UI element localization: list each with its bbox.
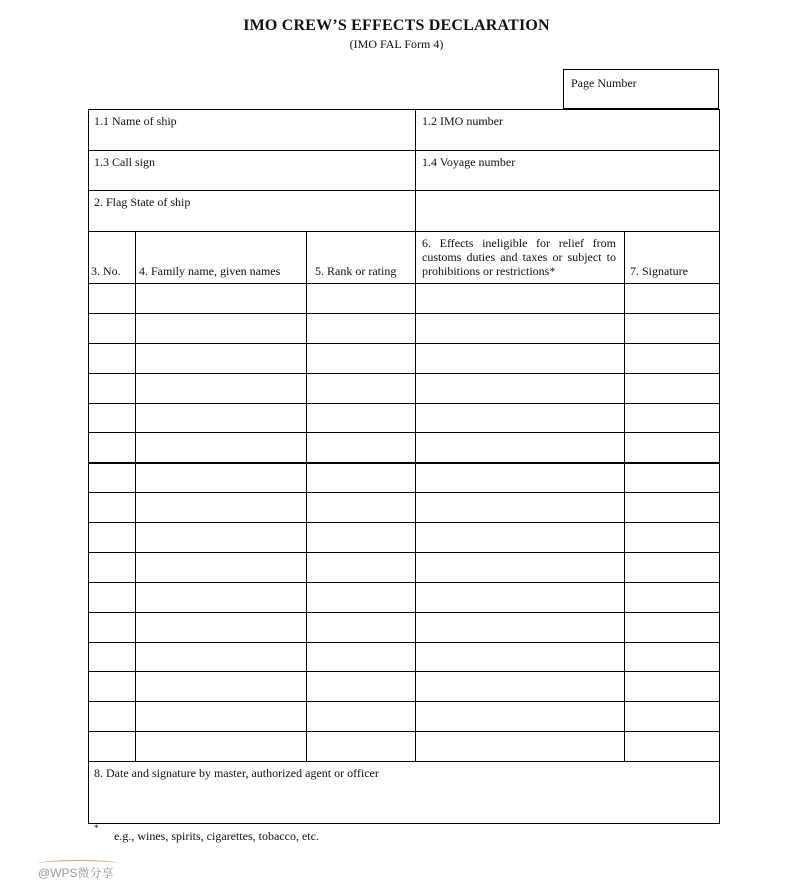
table-row-divider (89, 582, 719, 583)
column-no-header: 3. No. (91, 264, 121, 278)
imo-number-label: 1.2 IMO number (422, 114, 503, 128)
voyage-number-label: 1.4 Voyage number (422, 155, 516, 169)
table-row-divider (89, 313, 719, 314)
form-subtitle: (IMO FAL Form 4) (349, 37, 444, 51)
footnote-text: e.g., wines, spirits, cigarettes, tobacco, etc. (114, 829, 319, 843)
column-family-name-header: 4. Family name, given names (139, 264, 281, 278)
column-divider (415, 231, 416, 761)
flag-state-label: 2. Flag State of ship (94, 195, 191, 209)
page-number-label: Page Number (571, 76, 637, 90)
row-divider (89, 190, 719, 191)
table-row-divider (89, 373, 719, 374)
table-row-divider (89, 731, 719, 732)
watermark-arc-icon (38, 860, 118, 867)
table-row-divider (89, 462, 719, 464)
form-title: IMO CREW’S EFFECTS DECLARATION (243, 17, 550, 34)
column-divider (624, 231, 625, 761)
column-effects-header: 6. Effects ineligible for relief from customs duties and taxes or subject to prohibitions or restrictions* (422, 236, 616, 278)
row-divider (89, 761, 719, 762)
page-number-box[interactable] (563, 69, 719, 109)
column-divider (415, 110, 416, 231)
table-row-divider (89, 403, 719, 404)
column-divider (306, 231, 307, 761)
table-row-divider (89, 701, 719, 702)
table-row-divider (89, 522, 719, 523)
row-divider (89, 150, 719, 151)
table-row-divider (89, 612, 719, 613)
table-row-divider (89, 492, 719, 493)
crew-effects-form (88, 109, 720, 824)
column-rank-header: 5. Rank or rating (315, 264, 397, 278)
table-row-divider (89, 343, 719, 344)
table-row-divider (89, 642, 719, 643)
table-row-divider (89, 432, 719, 433)
table-row-divider (89, 552, 719, 553)
column-divider (135, 231, 136, 761)
footnote-marker: * (94, 823, 99, 833)
watermark-text: @WPS微分享 (38, 866, 114, 880)
name-of-ship-label: 1.1 Name of ship (94, 114, 177, 128)
table-row-divider (89, 671, 719, 672)
date-signature-label: 8. Date and signature by master, authorized agent or officer (94, 766, 379, 780)
watermark (38, 864, 114, 881)
column-signature-header: 7. Signature (630, 264, 688, 278)
call-sign-label: 1.3 Call sign (94, 155, 156, 169)
